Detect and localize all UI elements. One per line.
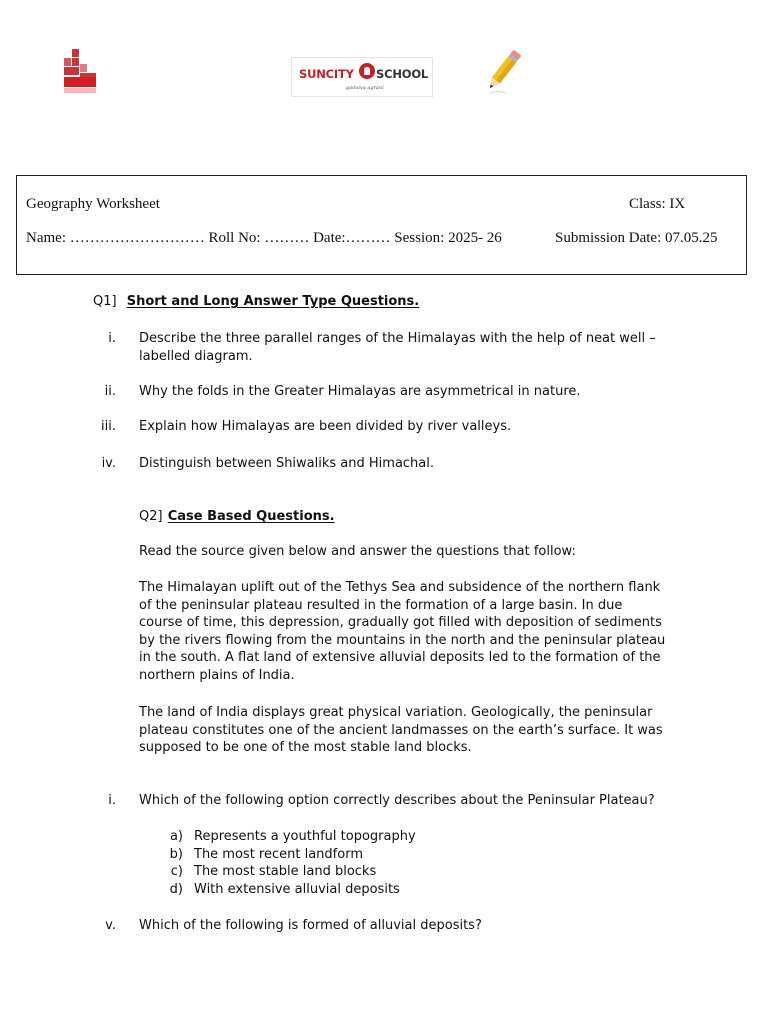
q2-question-number: i. [108, 793, 116, 808]
q1-item-number: i. [108, 331, 116, 346]
option-text: Represents a youthful topography [194, 829, 416, 844]
q1-label: Q1] [93, 294, 117, 309]
q1-heading [93, 293, 419, 311]
q2-question-text: Which of the following option correctly describes about the Peninsular Plateau? [139, 793, 655, 808]
school-name-left: SUNCITY [299, 67, 354, 81]
school-emblem-icon [359, 63, 375, 79]
q2-title: Case Based Questions. [167, 509, 335, 524]
q1-item-text: Describe the three parallel ranges of the Himalayas with the help of neat well – labelled diagram. [139, 331, 656, 364]
school-crest-logo-icon [62, 47, 100, 95]
class-label: Class: IX [629, 196, 686, 212]
submission-date: Submission Date: 07.05.25 [555, 230, 718, 246]
q1-item-text: Distinguish between Shiwaliks and Himachal. [139, 456, 435, 471]
q1-item-text: Explain how Himalayas are been divided by river valleys. [139, 419, 512, 434]
worksheet-header [16, 175, 747, 275]
source-paragraph-1: The Himalayan uplift out of the Tethys Sea and subsidence of the northern flank of the peninsular plateau resulted in the formation of a large basin. In due course of time, this depression, gradually got filled with deposition of sediments by the rivers flowing from the mountains in the north and the peninsular plateau in the south. A flat land of extensive alluvial deposits led to the formation of the northern plains of India. [139, 580, 666, 683]
worksheet-title: Geography Worksheet [26, 196, 160, 212]
q1-title: Short and Long Answer Type Questions. [126, 294, 420, 309]
school-logo [291, 57, 433, 97]
option-letter: b) [169, 847, 183, 862]
student-details-line: Name: ……………………… Roll No: ……… Date:……… Session: 2025- 26 [26, 230, 502, 246]
school-tagline: gadaiva agrani [346, 85, 384, 91]
option-letter: a) [169, 829, 183, 844]
option-text: The most recent landform [194, 847, 363, 862]
option-text: With extensive alluvial deposits [194, 882, 400, 897]
option-letter: d) [169, 882, 183, 897]
q1-item-number: iv. [101, 456, 116, 471]
pencil-icon [484, 46, 524, 98]
option-letter: c) [170, 864, 183, 879]
q2-question-number: v. [105, 918, 116, 933]
school-name-right: SCHOOL [376, 67, 429, 81]
q2-question-text: Which of the following is formed of alluvial deposits? [139, 918, 482, 933]
q1-item-number: iii. [101, 419, 116, 434]
q2-heading [139, 508, 335, 526]
q2-label: Q2] [139, 509, 163, 524]
source-paragraph-2: The land of India displays great physical variation. Geologically, the peninsular plateau constitutes one of the ancient landmasses on the earth’s surface. It was supposed to be one of the most stable land blocks. [139, 705, 663, 755]
option-text: The most stable land blocks [194, 864, 377, 879]
q1-item-text: Why the folds in the Greater Himalayas are asymmetrical in nature. [139, 384, 581, 399]
q2-instruction: Read the source given below and answer the questions that follow: [139, 544, 576, 559]
q1-item-number: ii. [104, 384, 116, 399]
